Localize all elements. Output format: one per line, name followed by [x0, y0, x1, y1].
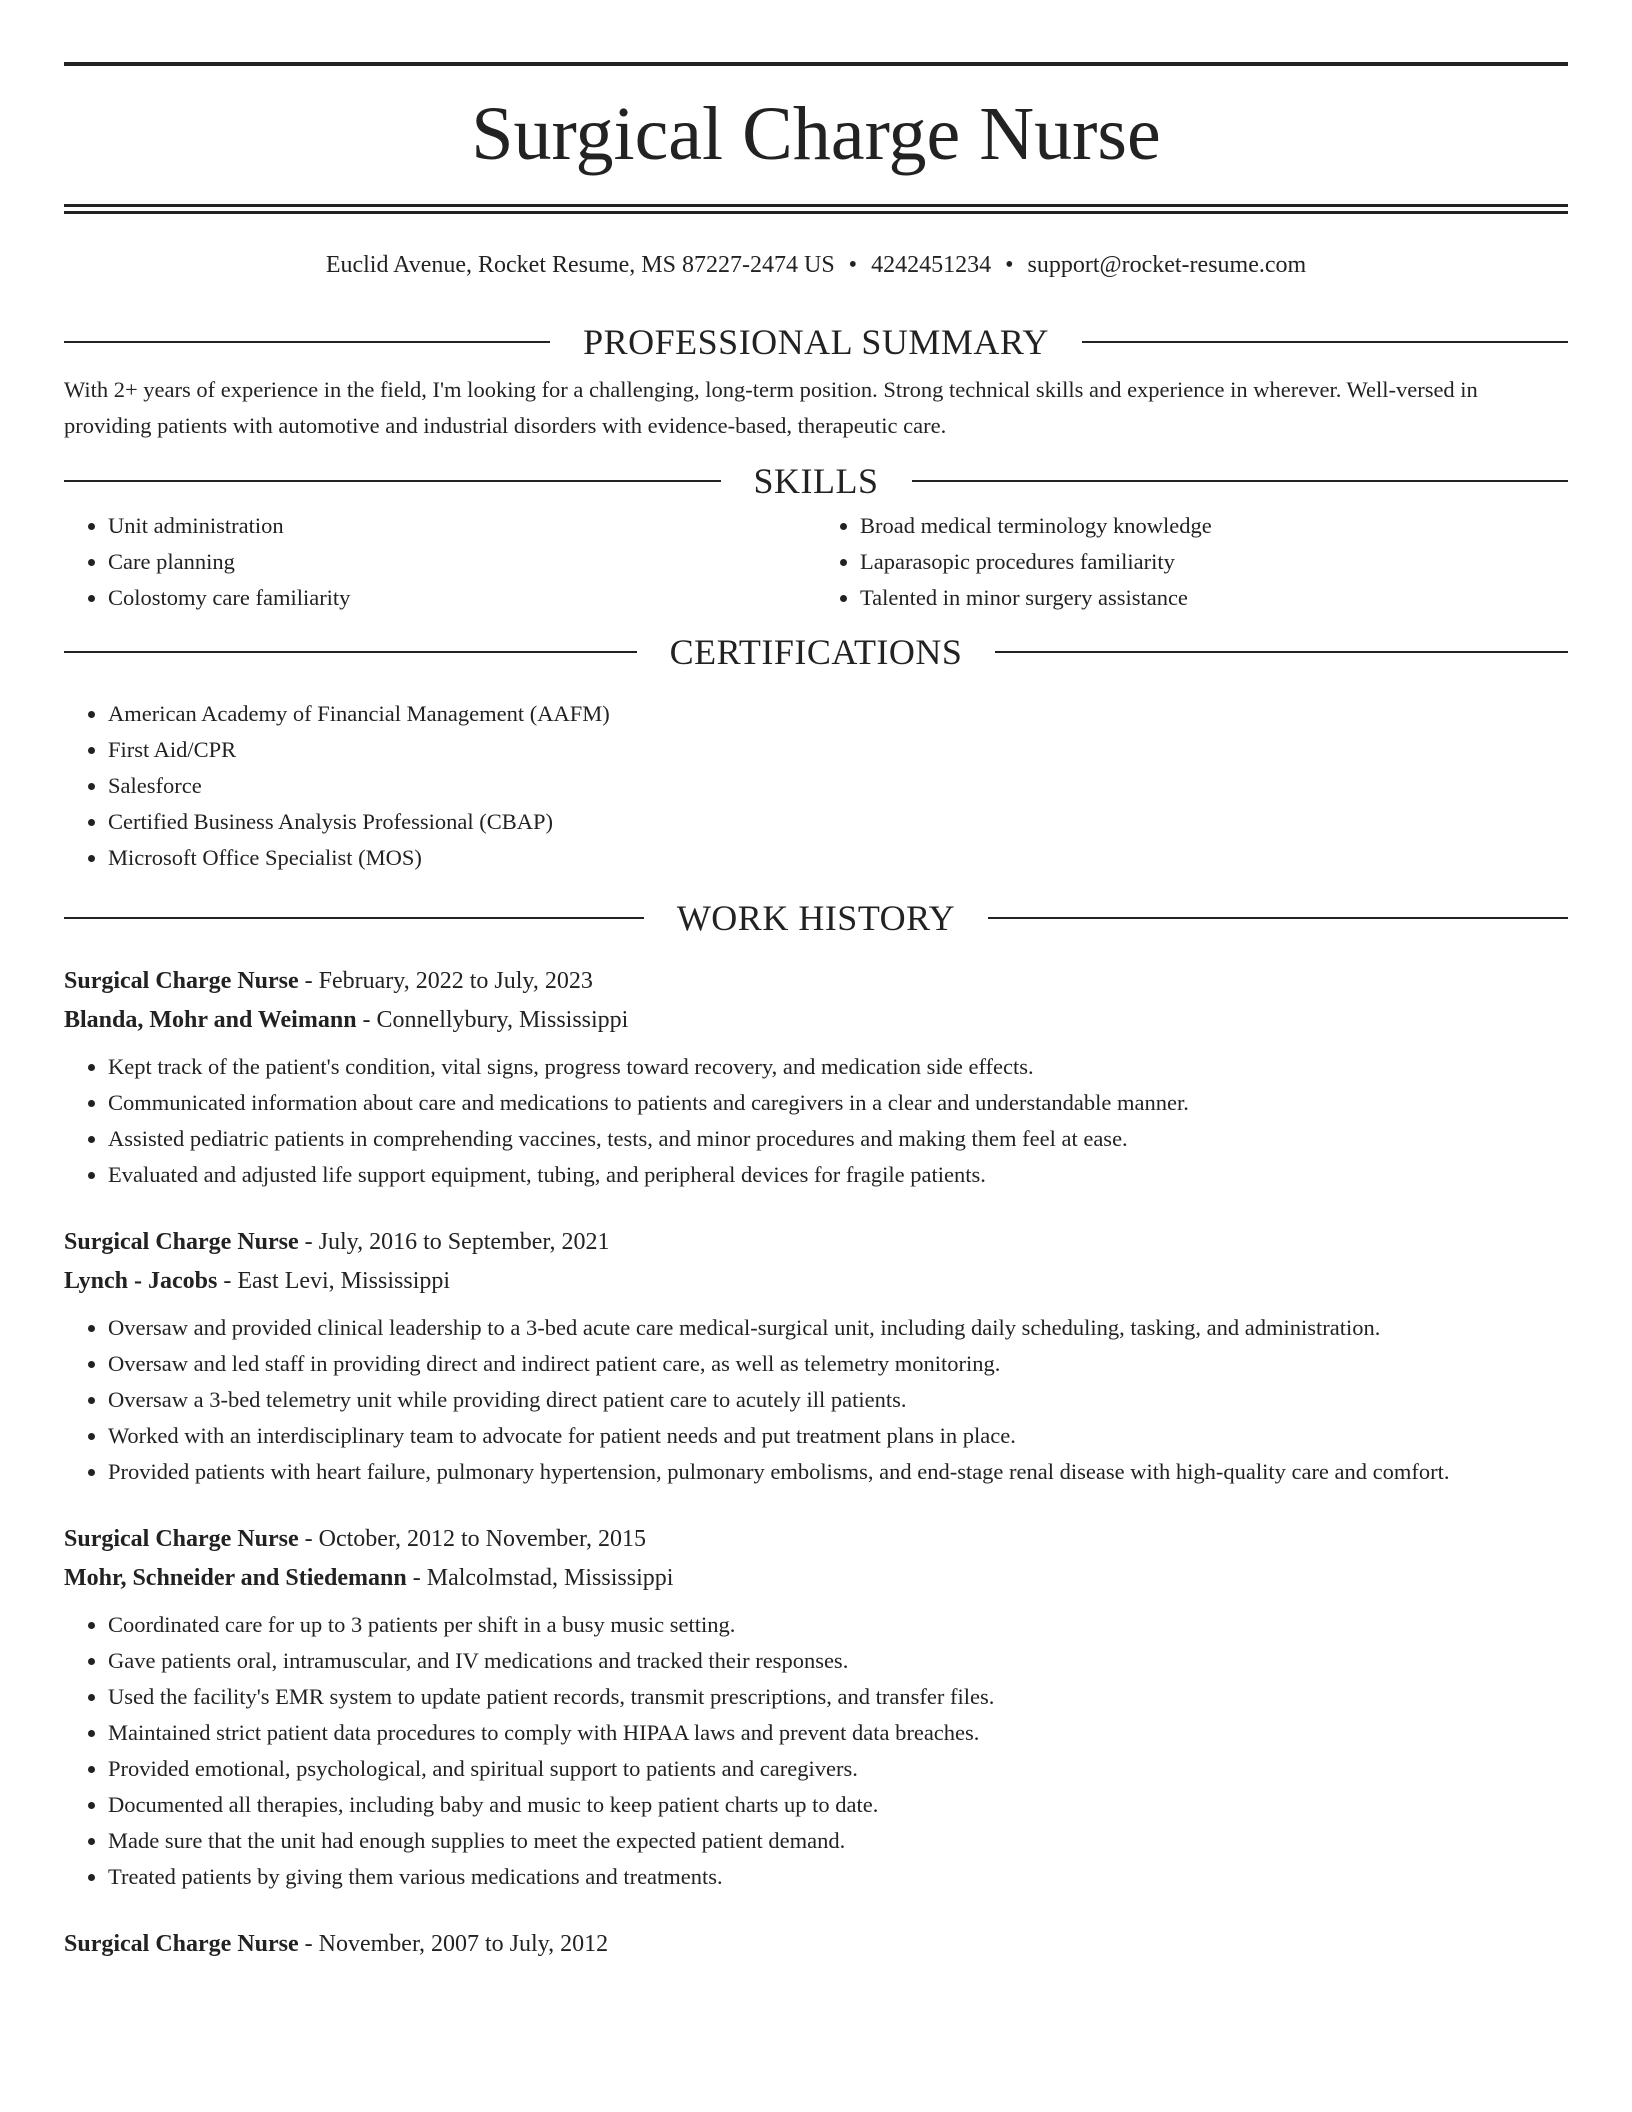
skill-item: • Laparasopic procedures familiarity [860, 544, 1568, 580]
heading-rule-left [64, 651, 637, 653]
skill-item: • Talented in minor surgery assistance [860, 580, 1568, 616]
heading-rule-left [64, 480, 721, 482]
job-duties-list [64, 1049, 1568, 1193]
job-duty: • Used the facility's EMR system to update patient records, transmit prescriptions, and transfer files. [108, 1679, 1568, 1715]
skills-column-right [816, 508, 1568, 616]
heading-rule-right [1082, 341, 1568, 343]
job-title-line [64, 1520, 1568, 1559]
job-company-line [64, 1262, 1568, 1301]
job-dates: - July, 2016 to September, 2021 [298, 1228, 610, 1255]
job-company: Blanda, Mohr and Weimann [64, 1006, 357, 1033]
skill-item: • Unit administration [108, 508, 816, 544]
candidate-name: Surgical Charge Nurse [471, 92, 1161, 176]
job-title: Surgical Charge Nurse [64, 1930, 299, 1957]
job-duty: • Worked with an interdisciplinary team to advocate for patient needs and put treatment plans in place. [108, 1418, 1568, 1454]
certification-item: • Microsoft Office Specialist (MOS) [108, 840, 1568, 876]
certification-item: • American Academy of Financial Management (AAFM) [108, 696, 1568, 732]
section-title: SKILLS [753, 460, 879, 501]
job-duties-list [64, 1607, 1568, 1895]
job-entry [64, 1520, 1568, 1895]
contact-separator: • [1005, 252, 1014, 278]
job-duty: • Kept track of the patient's condition, vital signs, progress toward recovery, and medication side effects. [108, 1049, 1568, 1085]
job-title: Surgical Charge Nurse [64, 967, 299, 994]
job-duty: • Oversaw and provided clinical leadership to a 3-bed acute care medical-surgical unit, including daily scheduling, tasking, and administration. [108, 1310, 1568, 1346]
job-location: - East Levi, Mississippi [217, 1267, 451, 1294]
contact-address: Euclid Avenue, Rocket Resume, MS 87227-2474 US [325, 252, 835, 278]
skill-item: • Colostomy care familiarity [108, 580, 816, 616]
job-duty: • Evaluated and adjusted life support equipment, tubing, and peripheral devices for fragile patients. [108, 1157, 1568, 1193]
job-duty: • Communicated information about care and medications to patients and caregivers in a clear and understandable manner. [108, 1085, 1568, 1121]
job-duty: • Maintained strict patient data procedures to comply with HIPAA laws and prevent data breaches. [108, 1715, 1568, 1751]
work-history-heading [64, 897, 1568, 938]
job-duty: • Oversaw a 3-bed telemetry unit while providing direct patient care to acutely ill patients. [108, 1382, 1568, 1418]
skills-list [64, 508, 1568, 616]
certification-item: • Salesforce [108, 768, 1568, 804]
job-title-line [64, 962, 1568, 1001]
heading-rule-right [995, 651, 1568, 653]
job-title-line [64, 1925, 1568, 1964]
job-duty: • Treated patients by giving them various medications and treatments. [108, 1859, 1568, 1895]
contact-phone: 4242451234 [871, 252, 992, 278]
heading-rule-right [912, 480, 1569, 482]
job-duty: • Provided patients with heart failure, pulmonary hypertension, pulmonary embolisms, and end-stage renal disease with high-quality care and comfort. [108, 1454, 1568, 1490]
skills-heading [64, 460, 1568, 501]
header-top-rule [64, 62, 1568, 66]
contact-email[interactable]: support@rocket-resume.com [1027, 252, 1307, 278]
heading-rule-right [988, 917, 1568, 919]
job-duty: • Gave patients oral, intramuscular, and IV medications and tracked their responses. [108, 1643, 1568, 1679]
job-duty: • Made sure that the unit had enough supplies to meet the expected patient demand. [108, 1823, 1568, 1859]
job-title-line [64, 1223, 1568, 1262]
certification-item: • First Aid/CPR [108, 732, 1568, 768]
job-title: Surgical Charge Nurse [64, 1228, 299, 1255]
summary-text: With 2+ years of experience in the field, I'm looking for a challenging, long-term position. Strong technical skills and experience in wherever. Well-versed in providing patients with automotive and industrial disorders with evidence-based, therapeutic care. [64, 376, 1478, 438]
job-title: Surgical Charge Nurse [64, 1525, 299, 1552]
skill-item: • Broad medical terminology knowledge [860, 508, 1568, 544]
job-dates: - October, 2012 to November, 2015 [298, 1525, 646, 1552]
heading-rule-left [64, 917, 644, 919]
certifications-list [64, 696, 1568, 876]
summary-heading [64, 321, 1568, 362]
job-duty: • Oversaw and led staff in providing direct and indirect patient care, as well as telemetry monitoring. [108, 1346, 1568, 1382]
header-bottom-rule [64, 204, 1568, 214]
job-company: Mohr, Schneider and Stiedemann [64, 1564, 407, 1591]
job-duties-list [64, 1310, 1568, 1490]
contact-line [64, 251, 1568, 280]
job-duty: • Provided emotional, psychological, and spiritual support to patients and caregivers. [108, 1751, 1568, 1787]
certification-item: • Certified Business Analysis Professional (CBAP) [108, 804, 1568, 840]
job-company-line [64, 1559, 1568, 1598]
job-location: - Malcolmstad, Mississippi [406, 1564, 674, 1591]
skill-item: • Care planning [108, 544, 816, 580]
job-duty: • Assisted pediatric patients in comprehending vaccines, tests, and minor procedures and making them feel at ease. [108, 1121, 1568, 1157]
skills-column-left [64, 508, 816, 616]
section-title: WORK HISTORY [676, 897, 956, 938]
job-duty: • Coordinated care for up to 3 patients per shift in a busy music setting. [108, 1607, 1568, 1643]
certifications-heading [64, 631, 1568, 672]
heading-rule-left [64, 341, 550, 343]
job-entry [64, 1925, 1568, 1964]
job-dates: - November, 2007 to July, 2012 [298, 1930, 609, 1957]
job-company: Lynch - Jacobs [64, 1267, 218, 1294]
job-entry [64, 962, 1568, 1193]
job-duty: • Documented all therapies, including baby and music to keep patient charts up to date. [108, 1787, 1568, 1823]
section-title: PROFESSIONAL SUMMARY [583, 321, 1049, 362]
job-company-line [64, 1001, 1568, 1040]
section-title: CERTIFICATIONS [669, 631, 963, 672]
job-location: - Connellybury, Mississippi [356, 1006, 629, 1033]
contact-separator: • [848, 252, 858, 278]
job-dates: - February, 2022 to July, 2023 [298, 967, 593, 994]
job-entry [64, 1223, 1568, 1490]
